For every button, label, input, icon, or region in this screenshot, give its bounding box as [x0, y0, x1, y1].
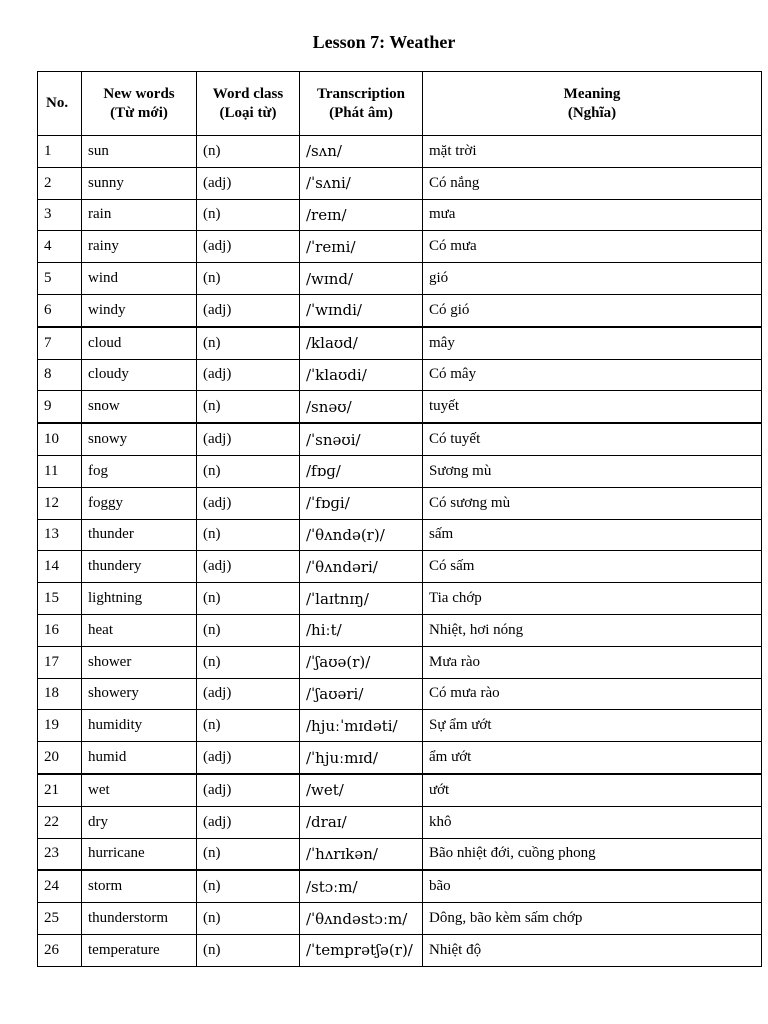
row-meaning: Sự ẩm ướt — [423, 710, 762, 742]
row-transcription: /ˈlaɪtnɪŋ/ — [300, 583, 423, 615]
table-row — [38, 487, 762, 519]
row-number: 25 — [38, 903, 82, 935]
header-word-class-en: Word class — [212, 85, 284, 102]
row-transcription: /hjuːˈmɪdəti/ — [300, 710, 423, 742]
row-transcription: /fɒɡ/ — [300, 455, 423, 487]
table-row — [38, 806, 762, 838]
header-word-class — [197, 72, 300, 136]
row-number: 18 — [38, 678, 82, 710]
header-transcription-vi: (Phát âm) — [329, 104, 393, 121]
row-transcription: /ˈʃaʊə(r)/ — [300, 646, 423, 678]
row-word: windy — [82, 294, 197, 326]
row-word: storm — [82, 870, 197, 902]
row-transcription: /ˈθʌndə(r)/ — [300, 519, 423, 551]
row-number: 4 — [38, 231, 82, 263]
table-row — [38, 551, 762, 583]
row-meaning: Tia chớp — [423, 583, 762, 615]
header-no: No. — [38, 72, 82, 136]
row-word-class: (n) — [197, 327, 300, 359]
row-word-class: (adj) — [197, 774, 300, 806]
row-transcription: /ˈθʌndəri/ — [300, 551, 423, 583]
table-row — [38, 742, 762, 774]
table-row — [38, 167, 762, 199]
row-number: 6 — [38, 294, 82, 326]
row-word-class: (n) — [197, 519, 300, 551]
header-new-words — [82, 72, 197, 136]
row-meaning: Có mưa — [423, 231, 762, 263]
row-word: humidity — [82, 710, 197, 742]
row-word-class: (n) — [197, 263, 300, 295]
table-row — [38, 903, 762, 935]
table-row — [38, 710, 762, 742]
row-meaning: Bão nhiệt đới, cuồng phong — [423, 838, 762, 870]
row-word: cloud — [82, 327, 197, 359]
row-number: 7 — [38, 327, 82, 359]
table-row — [38, 423, 762, 455]
row-transcription: /ˈsnəʊi/ — [300, 423, 423, 455]
row-number: 10 — [38, 423, 82, 455]
row-word: lightning — [82, 583, 197, 615]
row-word: wet — [82, 774, 197, 806]
row-word-class: (n) — [197, 391, 300, 423]
row-word: wind — [82, 263, 197, 295]
table-body — [38, 136, 762, 967]
row-meaning: mặt trời — [423, 136, 762, 168]
row-meaning: Nhiệt, hơi nóng — [423, 614, 762, 646]
table-row — [38, 583, 762, 615]
row-number: 22 — [38, 806, 82, 838]
table-row — [38, 263, 762, 295]
row-transcription: /snəʊ/ — [300, 391, 423, 423]
table-row — [38, 136, 762, 168]
table-row — [38, 391, 762, 423]
row-word-class: (n) — [197, 646, 300, 678]
row-word-class: (adj) — [197, 294, 300, 326]
row-meaning: gió — [423, 263, 762, 295]
table-row — [38, 327, 762, 359]
table-row — [38, 838, 762, 870]
row-word-class: (n) — [197, 583, 300, 615]
row-word-class: (adj) — [197, 359, 300, 391]
row-number: 15 — [38, 583, 82, 615]
row-number: 24 — [38, 870, 82, 902]
row-number: 2 — [38, 167, 82, 199]
table-row — [38, 678, 762, 710]
table-row — [38, 870, 762, 902]
header-transcription — [300, 72, 423, 136]
row-word-class: (n) — [197, 870, 300, 902]
header-word-class-vi: (Loại từ) — [219, 104, 277, 121]
row-transcription: /sʌn/ — [300, 136, 423, 168]
row-word-class: (n) — [197, 614, 300, 646]
row-transcription: /ˈtemprətʃə(r)/ — [300, 934, 423, 966]
row-meaning: ẩm ướt — [423, 742, 762, 774]
row-meaning: khô — [423, 806, 762, 838]
row-word-class: (n) — [197, 903, 300, 935]
row-word: sunny — [82, 167, 197, 199]
row-transcription: /ˈʃaʊəri/ — [300, 678, 423, 710]
row-word: rain — [82, 199, 197, 231]
table-row — [38, 646, 762, 678]
row-number: 13 — [38, 519, 82, 551]
row-transcription: /ˈsʌni/ — [300, 167, 423, 199]
row-transcription: /klaʊd/ — [300, 327, 423, 359]
row-word: thunder — [82, 519, 197, 551]
row-word: fog — [82, 455, 197, 487]
header-new-words-en: New words — [103, 85, 175, 102]
row-word: hurricane — [82, 838, 197, 870]
row-transcription: /wet/ — [300, 774, 423, 806]
row-meaning: bão — [423, 870, 762, 902]
row-word: thunderstorm — [82, 903, 197, 935]
header-meaning-vi: (Nghĩa) — [567, 104, 617, 121]
row-word: shower — [82, 646, 197, 678]
row-number: 16 — [38, 614, 82, 646]
row-transcription: /ˈhʌrɪkən/ — [300, 838, 423, 870]
row-word-class: (adj) — [197, 231, 300, 263]
row-word-class: (n) — [197, 199, 300, 231]
row-word: foggy — [82, 487, 197, 519]
row-meaning: Nhiệt độ — [423, 934, 762, 966]
row-word-class: (n) — [197, 710, 300, 742]
row-number: 1 — [38, 136, 82, 168]
row-transcription: /stɔːm/ — [300, 870, 423, 902]
row-word-class: (adj) — [197, 742, 300, 774]
row-meaning: sấm — [423, 519, 762, 551]
row-number: 23 — [38, 838, 82, 870]
row-word-class: (n) — [197, 136, 300, 168]
row-meaning: Dông, bão kèm sấm chớp — [423, 903, 762, 935]
row-number: 21 — [38, 774, 82, 806]
header-new-words-vi: (Từ mới) — [110, 104, 168, 121]
row-transcription: /ˈklaʊdi/ — [300, 359, 423, 391]
header-row — [38, 72, 762, 136]
row-meaning: Có sấm — [423, 551, 762, 583]
table-header — [38, 72, 762, 136]
table-row — [38, 359, 762, 391]
row-number: 14 — [38, 551, 82, 583]
row-word-class: (adj) — [197, 487, 300, 519]
row-word-class: (adj) — [197, 551, 300, 583]
row-word: snow — [82, 391, 197, 423]
row-number: 12 — [38, 487, 82, 519]
row-word-class: (n) — [197, 455, 300, 487]
row-meaning: Có nắng — [423, 167, 762, 199]
row-transcription: /ˈθʌndəstɔːm/ — [300, 903, 423, 935]
table-row — [38, 231, 762, 263]
row-word-class: (adj) — [197, 806, 300, 838]
row-number: 11 — [38, 455, 82, 487]
row-meaning: ướt — [423, 774, 762, 806]
header-transcription-en: Transcription — [316, 85, 406, 102]
table-row — [38, 614, 762, 646]
row-number: 9 — [38, 391, 82, 423]
row-meaning: mây — [423, 327, 762, 359]
row-meaning: Sương mù — [423, 455, 762, 487]
row-meaning: Có mưa rào — [423, 678, 762, 710]
row-transcription: /ˈhjuːmɪd/ — [300, 742, 423, 774]
row-word: rainy — [82, 231, 197, 263]
row-number: 3 — [38, 199, 82, 231]
row-word-class: (adj) — [197, 167, 300, 199]
row-number: 19 — [38, 710, 82, 742]
row-number: 5 — [38, 263, 82, 295]
table-row — [38, 774, 762, 806]
row-number: 17 — [38, 646, 82, 678]
row-transcription: /wɪnd/ — [300, 263, 423, 295]
row-word: dry — [82, 806, 197, 838]
table-row — [38, 199, 762, 231]
row-meaning: Có gió — [423, 294, 762, 326]
header-meaning — [423, 72, 762, 136]
row-meaning: Mưa rào — [423, 646, 762, 678]
row-word: thundery — [82, 551, 197, 583]
row-transcription: /ˈreɪni/ — [300, 231, 423, 263]
row-transcription: /ˈfɒɡi/ — [300, 487, 423, 519]
page-title: Lesson 7: Weather — [312, 32, 456, 52]
row-number: 20 — [38, 742, 82, 774]
table-row — [38, 934, 762, 966]
row-word: snowy — [82, 423, 197, 455]
row-transcription: /draɪ/ — [300, 806, 423, 838]
row-meaning: Có tuyết — [423, 423, 762, 455]
row-word-class: (adj) — [197, 678, 300, 710]
row-word: sun — [82, 136, 197, 168]
row-word-class: (n) — [197, 934, 300, 966]
row-transcription: /ˈwɪndi/ — [300, 294, 423, 326]
row-transcription: /reɪn/ — [300, 199, 423, 231]
row-number: 8 — [38, 359, 82, 391]
header-meaning-en: Meaning — [563, 85, 621, 102]
table-row — [38, 519, 762, 551]
row-word-class: (adj) — [197, 423, 300, 455]
row-word-class: (n) — [197, 838, 300, 870]
row-meaning: tuyết — [423, 391, 762, 423]
row-number: 26 — [38, 934, 82, 966]
row-meaning: mưa — [423, 199, 762, 231]
table-row — [38, 455, 762, 487]
row-word: cloudy — [82, 359, 197, 391]
table-row — [38, 294, 762, 326]
vocabulary-table — [37, 71, 762, 967]
row-meaning: Có sương mù — [423, 487, 762, 519]
row-meaning: Có mây — [423, 359, 762, 391]
row-word: heat — [82, 614, 197, 646]
row-word: temperature — [82, 934, 197, 966]
row-word: humid — [82, 742, 197, 774]
row-word: showery — [82, 678, 197, 710]
row-transcription: /hiːt/ — [300, 614, 423, 646]
